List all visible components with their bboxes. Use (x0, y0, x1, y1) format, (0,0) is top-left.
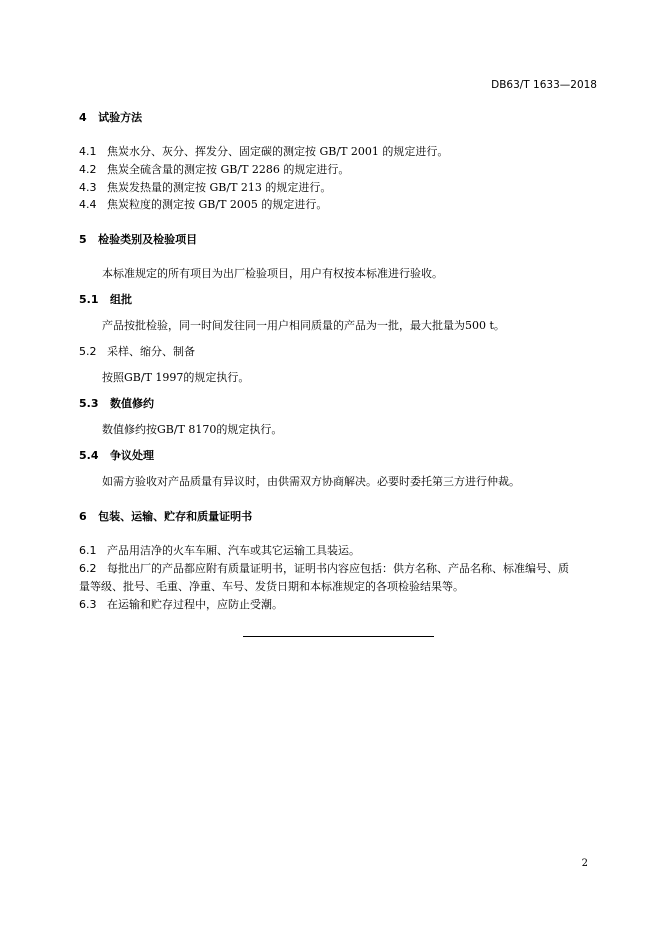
subsection-title: 组批 (110, 293, 132, 306)
subsection-5-2-text: 按照GB/T 1997的规定执行。 (102, 371, 250, 384)
clause-text: 焦炭全硫含量的测定按 GB/T 2286 的规定进行。 (107, 163, 350, 176)
subsection-number: 5.1 (79, 293, 99, 306)
clause-4-1 (79, 143, 448, 159)
subsection-5-4-heading (79, 447, 154, 463)
subsection-number: 5.4 (79, 449, 99, 462)
clause-6-2-continued: 量等级、批号、毛重、净重、车号、发货日期和本标准规定的各项检验结果等。 (79, 580, 464, 593)
subsection-5-1-heading (79, 291, 132, 307)
clause-text: 焦炭粒度的测定按 GB/T 2005 的规定进行。 (107, 198, 328, 211)
clause-4-2 (79, 161, 349, 177)
clause-text: 焦炭发热量的测定按 GB/T 213 的规定进行。 (107, 181, 332, 194)
clause-6-3 (79, 596, 283, 612)
subsection-5-1-text: 产品按批检验，同一时间发往同一用户相同质量的产品为一批，最大批量为500 t。 (102, 319, 505, 332)
clause-number: 6.3 (79, 598, 97, 611)
subsection-number: 5.3 (79, 397, 99, 410)
clause-text: 在运输和贮存过程中，应防止受潮。 (107, 598, 283, 611)
clause-number: 4.2 (79, 163, 97, 176)
clause-text: 产品用洁净的火车车厢、汽车或其它运输工具装运。 (107, 544, 360, 557)
section-title: 检验类别及检验项目 (98, 233, 198, 246)
subsection-title: 争议处理 (110, 449, 154, 462)
clause-4-4 (79, 196, 327, 212)
subsection-5-2-heading (79, 343, 195, 359)
clause-6-2 (79, 560, 569, 576)
page-number: 2 (581, 858, 588, 869)
end-of-standard-rule (243, 636, 434, 637)
document-code: DB63/T 1633—2018 (491, 79, 597, 91)
clause-number: 6.1 (79, 544, 97, 557)
section-5-heading (79, 231, 197, 247)
section-4-heading (79, 109, 142, 125)
clause-number: 6.2 (79, 562, 97, 575)
subsection-number: 5.2 (79, 345, 97, 358)
subsection-title: 数值修约 (110, 397, 154, 410)
subsection-title: 采样、缩分、制备 (107, 345, 195, 358)
subsection-5-3-heading (79, 395, 154, 411)
clause-6-1 (79, 542, 360, 558)
section-5-intro: 本标准规定的所有项目为出厂检验项目，用户有权按本标准进行验收。 (102, 267, 443, 280)
section-number: 6 (79, 510, 87, 523)
section-number: 4 (79, 111, 87, 124)
clause-text: 每批出厂的产品都应附有质量证明书，证明书内容应包括：供方名称、产品名称、标准编号、质 (107, 562, 569, 575)
section-title: 试验方法 (98, 111, 143, 124)
clause-number: 4.4 (79, 198, 97, 211)
subsection-5-3-text: 数值修约按GB/T 8170的规定执行。 (102, 423, 283, 436)
subsection-5-4-text: 如需方验收对产品质量有异议时，由供需双方协商解决。必要时委托第三方进行仲裁。 (102, 475, 520, 488)
clause-number: 4.3 (79, 181, 97, 194)
clause-text: 焦炭水分、灰分、挥发分、固定碳的测定按 GB/T 2001 的规定进行。 (107, 145, 449, 158)
section-6-heading (79, 508, 252, 524)
clause-4-3 (79, 179, 331, 195)
section-number: 5 (79, 233, 87, 246)
section-title: 包装、运输、贮存和质量证明书 (98, 510, 253, 523)
clause-number: 4.1 (79, 145, 97, 158)
